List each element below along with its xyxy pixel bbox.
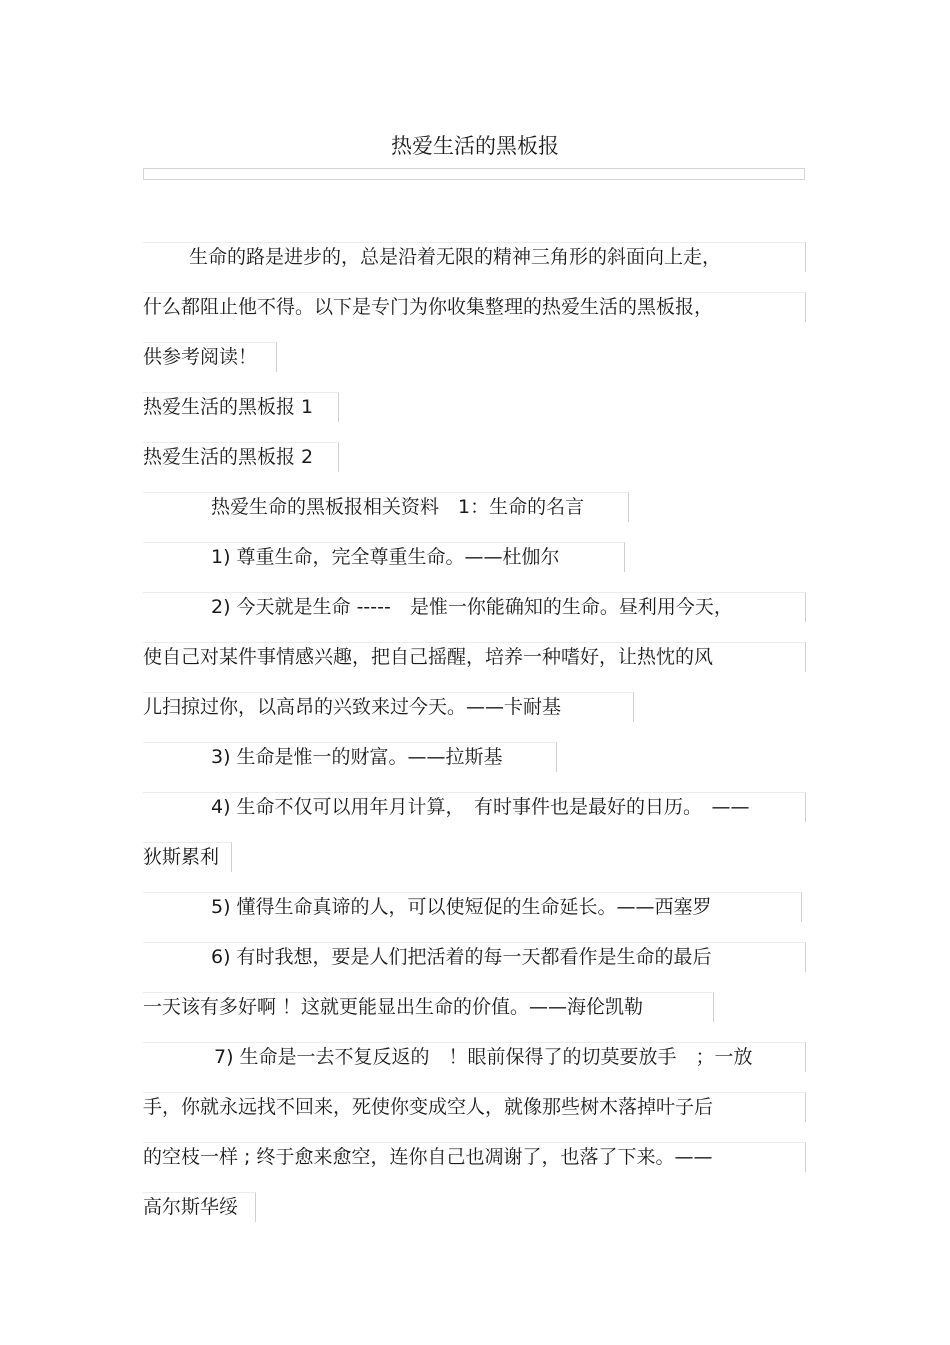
quote-2-line-1: 2) 今天就是生命 ----- 是惟一你能确知的生命。昼利用今天， [211, 596, 733, 618]
quote-7-line-3: 的空枝一样 ; 终于愈来愈空，连你自己也凋谢了，也落了下来。—— [143, 1146, 713, 1168]
quote-1-line-1: 1) 尊重生命，完全尊重生命。——杜伽尔 [211, 546, 560, 568]
section-heading: 热爱生命的黑板报相关资料 1：生命的名言 [211, 496, 585, 518]
quote-2-line-2: 使自己对某件事情感兴趣，把自己摇醒，培养一种嗜好，让热忱的风 [143, 646, 714, 668]
quote-4-line-2: 狄斯累利 [143, 846, 220, 868]
toc-item-1[interactable]: 热爱生活的黑板报 1 [143, 396, 314, 418]
quote-3-line-1: 3) 生命是惟一的财富。——拉斯基 [211, 746, 503, 768]
title-divider [143, 168, 805, 180]
page-title: 热爱生活的黑板报 [391, 134, 559, 158]
quote-6-line-1: 6) 有时我想，要是人们把活着的每一天都看作是生命的最后 [211, 946, 712, 968]
quote-7-line-1: 7) 生命是一去不复反返的 ！眼前保得了的切莫要放手 ；一放 [214, 1046, 753, 1068]
quote-6-line-2: 一天该有多好啊 ！这就更能显出生命的价值。——海伦凯勒 [143, 996, 644, 1018]
quote-5-line-1: 5) 懂得生命真谛的人，可以使短促的生命延长。——西塞罗 [211, 896, 712, 918]
intro-line-3: 供参考阅读！ [143, 346, 258, 368]
quote-7-line-2: 手，你就永远找不回来，死使你变成空人，就像那些树木落掉叶子后 [143, 1096, 714, 1118]
intro-line-1: 生命的路是进步的，总是沿着无限的精神三角形的斜面向上走， [189, 246, 722, 268]
quote-2-line-3: 儿扫掠过你，以高昂的兴致来过今天。——卡耐基 [143, 696, 562, 718]
quote-7-line-4: 高尔斯华绥 [143, 1196, 239, 1218]
quote-4-line-1: 4) 生命不仅可以用年月计算， 有时事件也是最好的日历。 —— [211, 796, 750, 818]
intro-line-2: 什么都阻止他不得。以下是专门为你收集整理的热爱生活的黑板报， [143, 296, 714, 318]
toc-item-2[interactable]: 热爱生活的黑板报 2 [143, 446, 314, 468]
